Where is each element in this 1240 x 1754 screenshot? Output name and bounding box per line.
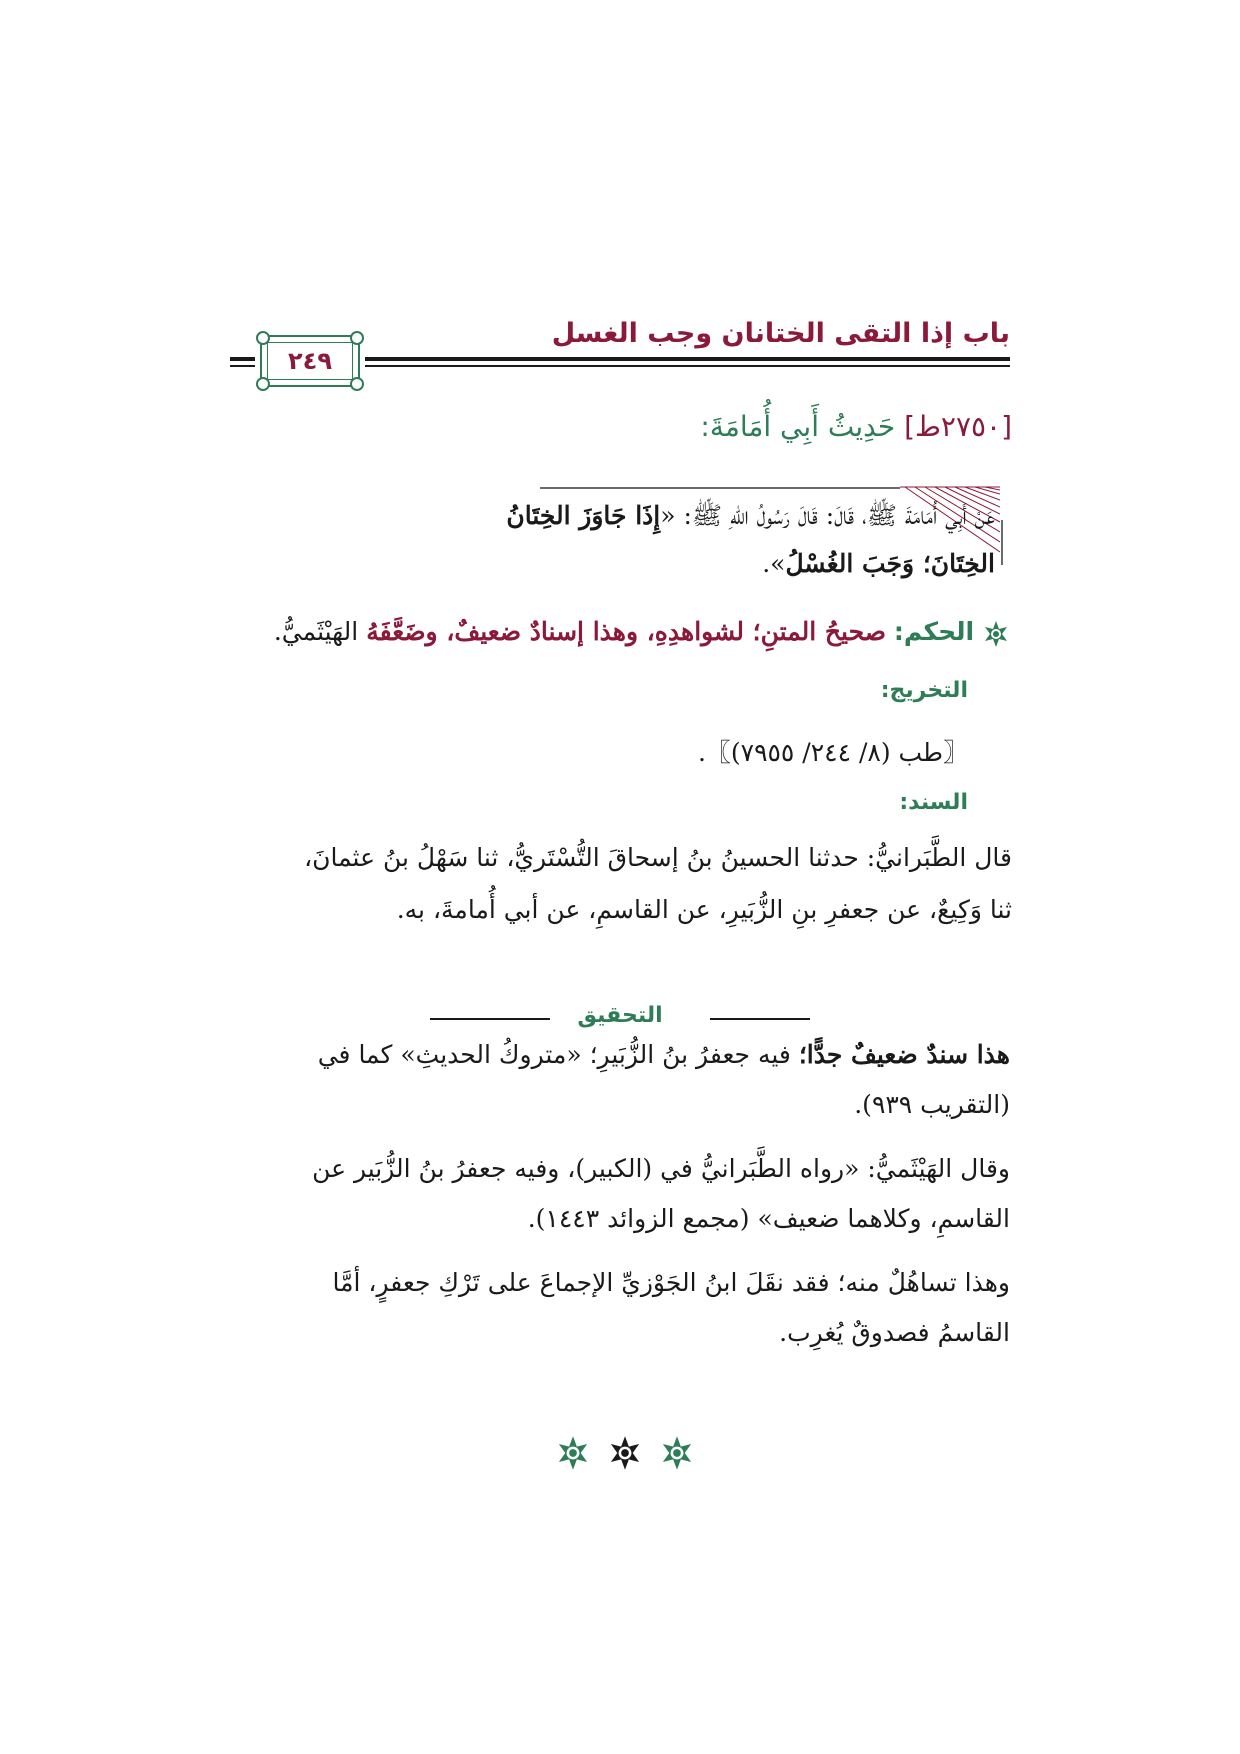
tahqiq-p3-line-2: القاسمُ فصدوقٌ يُغرِب. <box>779 1318 1010 1347</box>
header-rule-left-thin <box>230 365 255 367</box>
ruling-end: الهَيْثَميُّ. <box>273 617 359 646</box>
rosette-icon <box>982 620 1010 648</box>
sanad-line-2: ثنا وَكِيعٌ، عن جعفرِ بنِ الزُّبَيرِ، عن القاسمِ، عن أبي أُمامةَ، به. <box>396 895 1012 924</box>
tahqiq-divider <box>430 1003 810 1033</box>
takhrij-label: التخريج: <box>880 678 968 703</box>
end-ornaments <box>555 1433 695 1473</box>
ruling-label: الحكم: <box>893 617 975 646</box>
tahqiq-p2-line-2: القاسمِ، وكلاهما ضعيف» (مجمع الزوائد ١٤٤٣). <box>527 1204 1010 1233</box>
page-number-frame <box>260 335 360 387</box>
tahqiq-p3-line-1: وهذا تساهُلٌ منه؛ فقد نقَلَ ابنُ الجَوْزيِّ الإجماعَ على تَرْكِ جعفرٍ، أمَّا <box>332 1268 1010 1297</box>
tahqiq-p2-line-1: وقال الهَيْثَميُّ: «رواه الطَّبَرانيُّ في (الكبير)، وفيه جعفرُ بنُ الزُّبَير عن <box>312 1154 1010 1183</box>
ruling-text: صحيحُ المتنِ؛ لشواهدِهِ، وهذا إسنادٌ ضعيفٌ، وضَعَّفَهُ <box>366 617 886 646</box>
hadith-heading <box>700 410 1012 443</box>
header-rule-thin <box>365 365 1010 367</box>
sanad-line-1: قال الطَّبَرانيُّ: حدثنا الحسينُ بنُ إسحاقَ التُّسْتَريُّ، ثنا سَهْلُ بنُ عثمانَ، <box>304 843 1012 872</box>
hadith-end: ». <box>762 549 786 578</box>
page-number: ٢٤٩ <box>288 347 332 375</box>
header-rule <box>365 357 1010 361</box>
rosette-icon <box>659 1435 695 1471</box>
sanad-label: السند: <box>899 790 968 815</box>
frame-corner <box>350 377 364 391</box>
hadith-number: [٢٧٥٠ط] <box>904 410 1012 443</box>
hadith-text-line-1 <box>506 500 995 537</box>
frame-corner <box>256 331 270 345</box>
hadith-box-side-line <box>1001 520 1003 565</box>
hadith-title: حَدِيثُ أَبِي أُمَامَةَ: <box>700 410 896 443</box>
hadith-text-line-2 <box>762 549 995 578</box>
tahqiq-p1-line-2: (التقريب ٩٣٩). <box>854 1090 1010 1119</box>
rosette-icon <box>607 1435 643 1471</box>
hadith-narration: عَنْ أَبِي أُمَامَةَ ﷺ، قَالَ: قَالَ رَسُولُ اللهِ ﷺ: « <box>660 501 995 530</box>
header-rule-left <box>230 357 255 361</box>
frame-corner <box>350 331 364 345</box>
tahqiq-p1-line-1 <box>318 1040 1010 1069</box>
ruling-line <box>274 617 1010 648</box>
tahqiq-verdict: هذا سندٌ ضعيفٌ جدًّا؛ <box>798 1040 1010 1069</box>
frame-corner <box>256 377 270 391</box>
takhrij-ref: 〖طب (٨/ ٢٤٤/ ٧٩٥٥)〗. <box>697 738 968 767</box>
tahqiq-label: التحقيق <box>577 1003 663 1028</box>
rosette-icon <box>555 1435 591 1471</box>
hadith-matn: إِذَا جَاوَزَ الخِتَانُ <box>506 501 661 530</box>
tahqiq-p1-rest: فيه جعفرُ بنُ الزُّبَيرِ؛ «متروكُ الحديثِ» كما في <box>317 1040 791 1069</box>
hadith-matn-cont: الخِتَانَ؛ وَجَبَ الغُسْلُ <box>785 549 995 578</box>
hadith-box-top-line <box>540 487 900 489</box>
chapter-title: باب إذا التقى الختانان وجب الغسل <box>551 318 1010 349</box>
